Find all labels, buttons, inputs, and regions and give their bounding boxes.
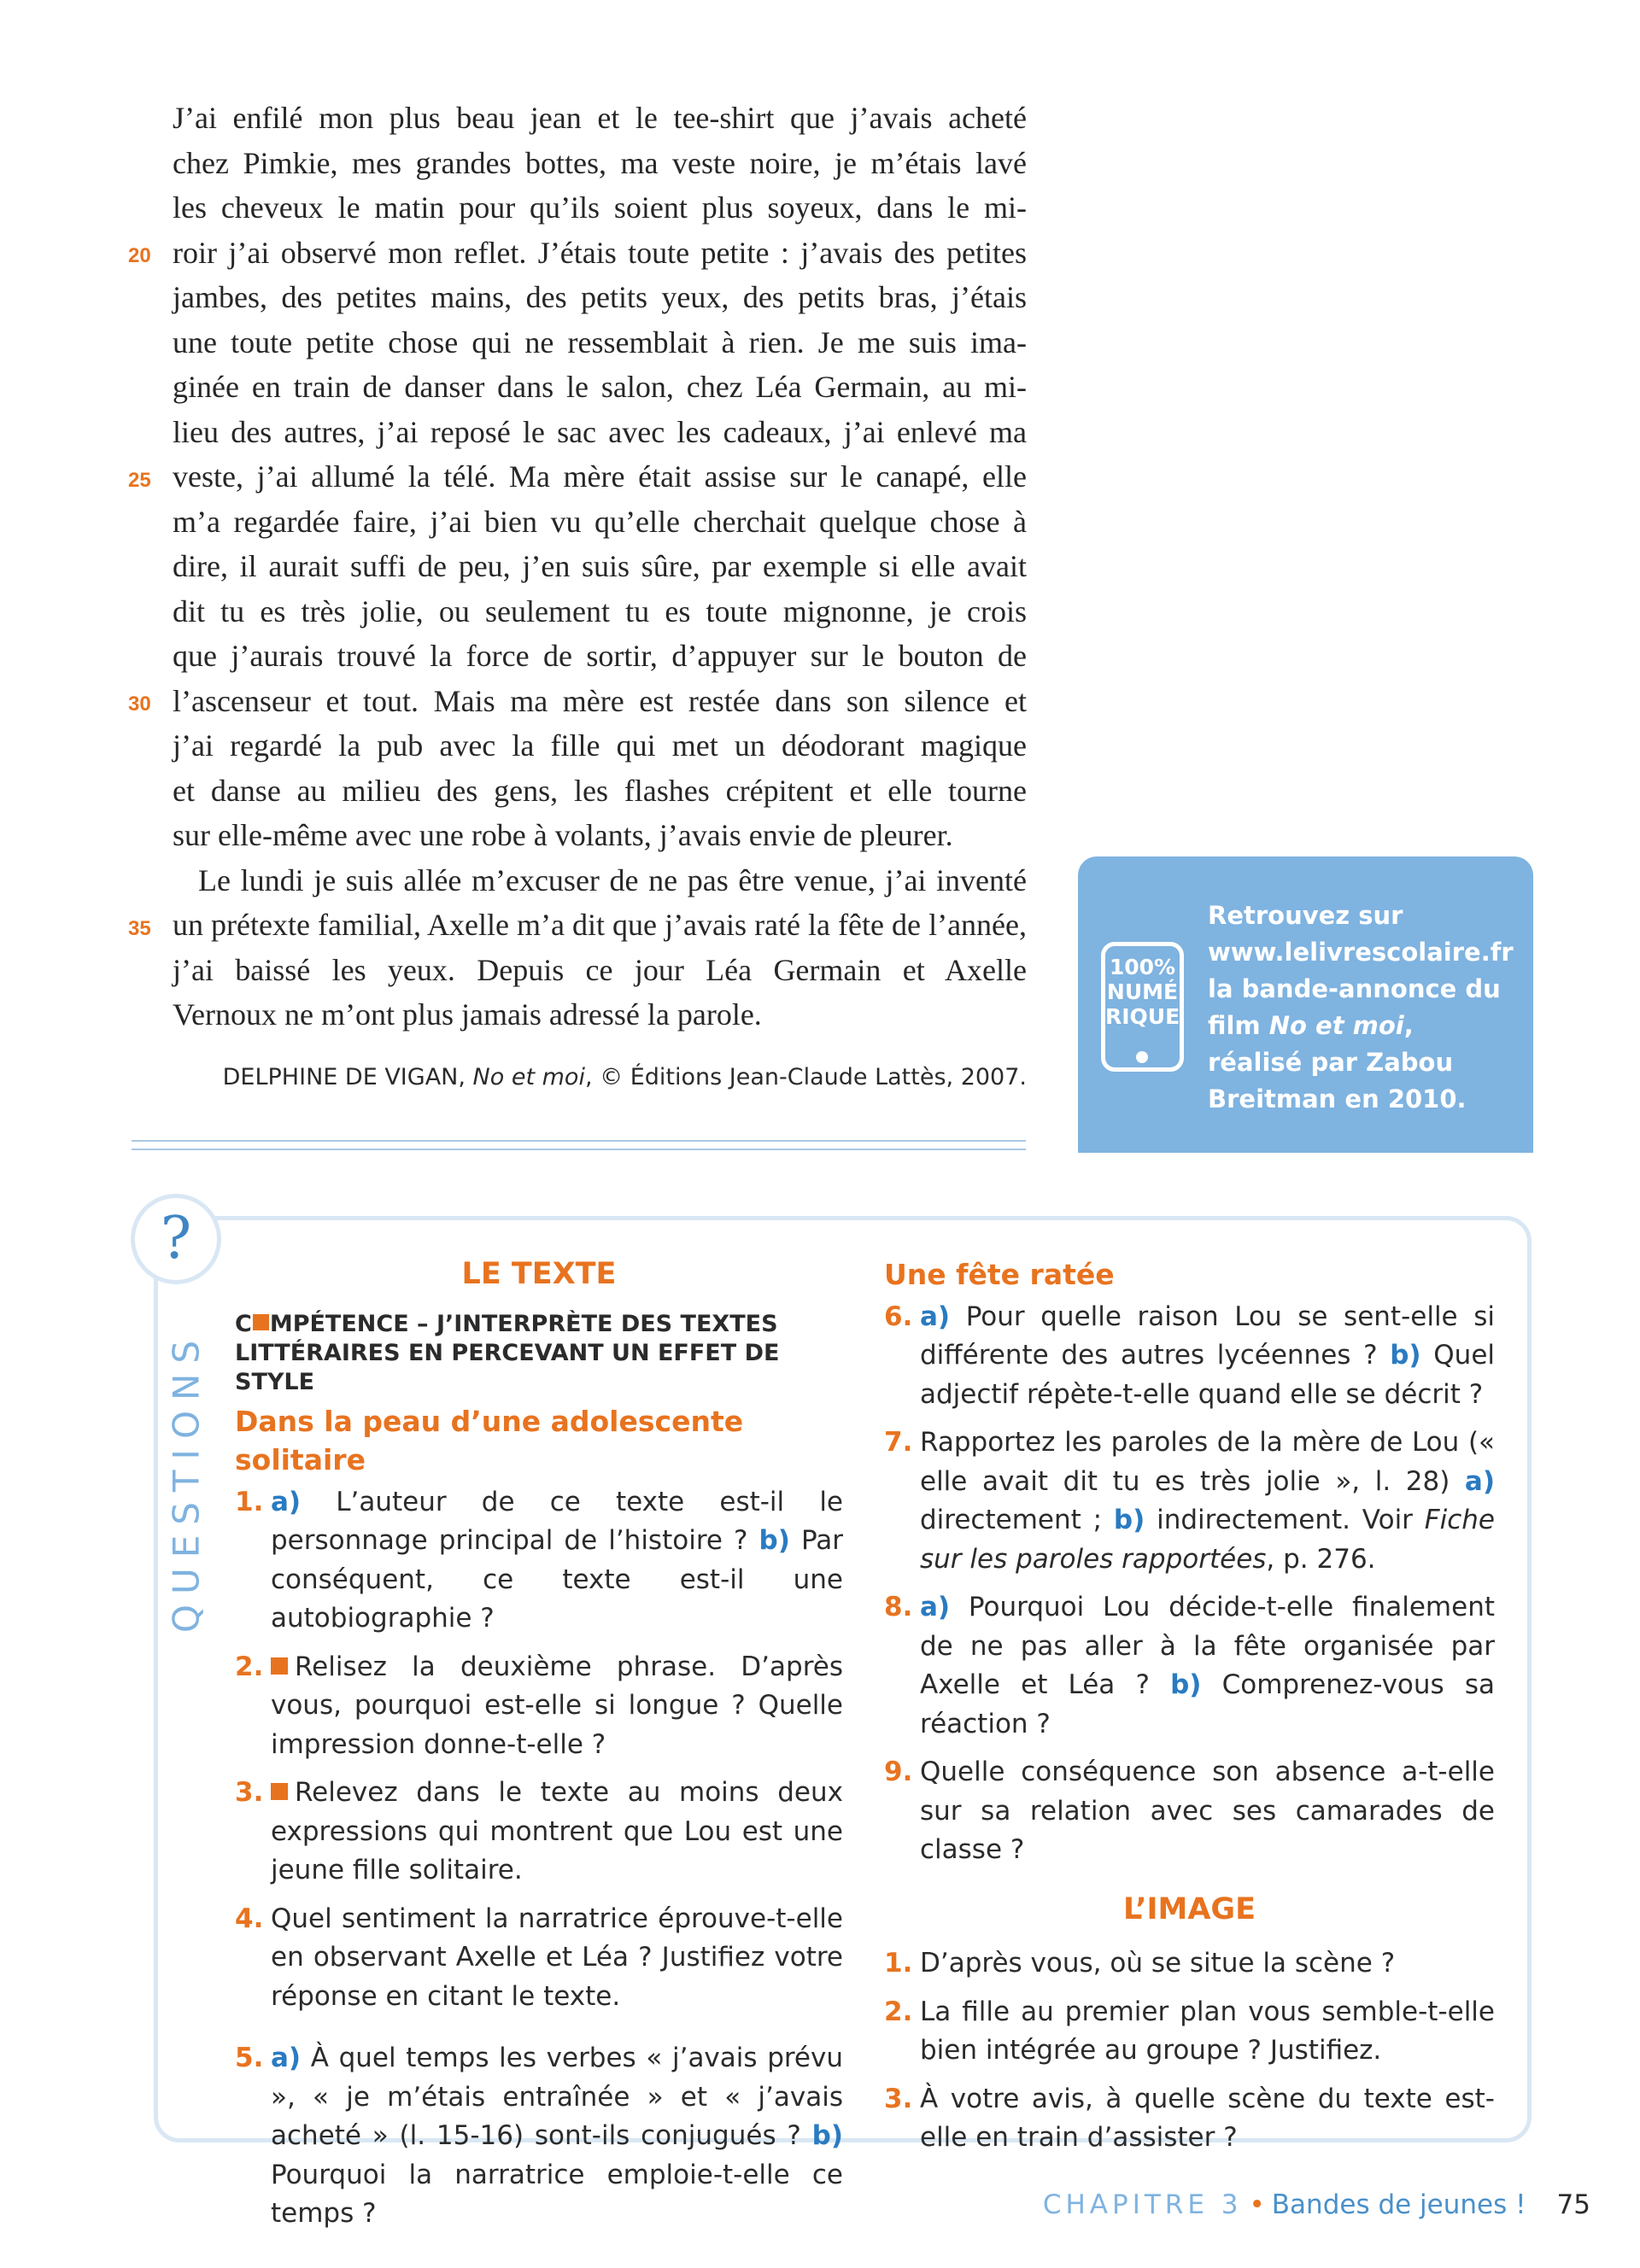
question-mark-icon: ? bbox=[131, 1194, 221, 1284]
divider bbox=[132, 1149, 1026, 1150]
home-button-icon bbox=[1136, 1051, 1148, 1063]
text-line: sur elle-même avec une robe à volants, j’avais envie de pleurer. bbox=[173, 818, 953, 852]
subheading: Dans la peau d’une adolescente solitaire bbox=[235, 1404, 744, 1476]
film-title: No et moi bbox=[1268, 1011, 1404, 1040]
text-line: dire, il aurait suffi de peu, j’en suis sûre, par exemple si elle avait bbox=[173, 549, 1027, 583]
smartphone-icon bbox=[1101, 942, 1184, 1072]
questions-column-left bbox=[235, 1255, 843, 2243]
text-line: chez Pimkie, mes grandes bottes, ma veste noire, je m’étais lavé bbox=[173, 145, 1027, 180]
text-line: dit tu es très jolie, ou seulement tu es toute mignonne, je crois bbox=[173, 593, 1027, 628]
promo-line: film No et moi, bbox=[1208, 1011, 1414, 1040]
text-line: m’a regardée faire, j’ai bien vu qu’elle cherchait quelque chose à bbox=[173, 504, 1027, 539]
line-number: 30 bbox=[128, 693, 151, 716]
text-line: jambes, des petites mains, des petits yeux, des petits bras, j’étais bbox=[173, 280, 1027, 314]
badge-line: RIQUE bbox=[1105, 1004, 1180, 1029]
page-footer bbox=[1043, 2189, 1590, 2220]
promo-line: la bande-annonce du bbox=[1208, 974, 1501, 1003]
question-item: 8. a) Pourquoi Lou décide-t-elle finalement de ne pas aller à la fête organisée par Axelle et Léa ? b) Comprenez-vous sa réaction ? bbox=[884, 1592, 1495, 1739]
credit-author: DELPHINE DE VIGAN bbox=[222, 1064, 459, 1090]
text-line: Vernoux ne m’ont plus jamais adressé la parole. bbox=[173, 997, 762, 1032]
text-line: roir j’ai observé mon reflet. J’étais toute petite : j’avais des petites bbox=[173, 235, 1027, 270]
question-item: 3. Relevez dans le texte au moins deux expressions qui montrent que Lou est une jeune fille solitaire. bbox=[235, 1777, 843, 1885]
text-line: veste, j’ai allumé la télé. Ma mère était assise sur le canapé, elle bbox=[173, 459, 1027, 494]
question-item: 9. Quelle conséquence son absence a-t-elle sur sa relation avec ses camarades de classe ? bbox=[884, 1757, 1495, 1865]
line-number: 35 bbox=[128, 917, 151, 940]
promo-line: Breitman en 2010. bbox=[1208, 1084, 1467, 1114]
question-item: 7. Rapportez les paroles de la mère de Lou (« elle avait dit tu es très jolie », l. 28) a) directement ; b) indirectement. Voir Fiche sur les paroles rapportées, p. 276. bbox=[884, 1427, 1495, 1575]
competence-heading: C MPÉTENCE – J’INTERPRÈTE DES TEXTES LITTÉRAIRES EN PERCEVANT UN EFFET DE STYLE bbox=[235, 1310, 780, 1395]
question-item: 2. Relisez la deuxième phrase. D’après vous, pourquoi est-elle si longue ? Quelle impression donne-t-elle ? bbox=[235, 1651, 843, 1760]
text-line: une toute petite chose qui ne ressemblait à rien. Je me suis ima- bbox=[173, 324, 1027, 359]
excerpt-text bbox=[173, 96, 1027, 1038]
question-item: 3. À votre avis, à quelle scène du texte est-elle en train d’assister ? bbox=[884, 2083, 1495, 2153]
section-title-texte: LE TEXTE bbox=[461, 1257, 617, 1291]
digital-promo-box[interactable] bbox=[1078, 856, 1533, 1153]
divider bbox=[132, 1140, 1026, 1142]
questions-side-label: QUESTIONS bbox=[165, 1330, 208, 1634]
section-title-image: L’IMAGE bbox=[1122, 1891, 1256, 1926]
text-line: Le lundi je suis allée m’excuser de ne pas être venue, j’ai inventé bbox=[198, 862, 1027, 897]
text-line: j’ai regardé la pub avec la fille qui met un déodorant magique bbox=[173, 728, 1027, 763]
line-number: 20 bbox=[128, 244, 151, 267]
promo-link[interactable]: www.lelivrescolaire.fr bbox=[1208, 938, 1514, 967]
credit-publisher: © Éditions Jean-Claude Lattès, 2007. bbox=[600, 1064, 1027, 1090]
bullet-icon: • bbox=[1249, 2189, 1265, 2220]
subheading: Une fête ratée bbox=[884, 1258, 1115, 1291]
text-line: et danse au milieu des gens, les flashes crépitent et elle tourne bbox=[173, 773, 1027, 808]
text-line: J’ai enfilé mon plus beau jean et le tee-shirt que j’avais acheté bbox=[173, 101, 1027, 135]
orange-square-icon bbox=[271, 1783, 288, 1800]
question-item: 5. a) À quel temps les verbes « j’avais prévu », « je m’étais entraînée » et « j’avais acheté » (l. 15-16) sont-ils conjugués ? b) Pourquoi la narratrice emploie-t-elle ce temps ? bbox=[235, 2043, 843, 2229]
page-number: 75 bbox=[1556, 2189, 1590, 2220]
questions-column-right bbox=[884, 1255, 1495, 2167]
question-item: 1. D’après vous, où se situe la scène ? bbox=[884, 1948, 1396, 1979]
chapter-label: CHAPITRE 3 bbox=[1042, 2189, 1243, 2220]
orange-square-icon bbox=[253, 1314, 269, 1330]
promo-line: réalisé par Zabou bbox=[1208, 1048, 1454, 1077]
text-line: l’ascenseur et tout. Mais ma mère est restée dans son silence et bbox=[173, 683, 1027, 718]
text-line: ginée en train de danser dans le salon, chez Léa Germain, au mi- bbox=[173, 370, 1027, 404]
text-line: un prétexte familial, Axelle m’a dit que j’avais raté la fête de l’année, bbox=[173, 908, 1027, 942]
badge-line: 100% bbox=[1109, 955, 1176, 979]
line-number: 25 bbox=[128, 469, 151, 492]
text-line: lieu des autres, j’ai reposé le sac avec les cadeaux, j’ai enlevé ma bbox=[173, 414, 1027, 449]
text-line: j’ai baissé les yeux. Depuis ce jour Léa Germain et Axelle bbox=[173, 952, 1027, 987]
question-item: 6. a) Pour quelle raison Lou se sent-elle si différente des autres lycéennes ? b) Quel adjectif répète-t-elle quand elle se décrit ? bbox=[884, 1301, 1496, 1410]
credit-title: No et moi bbox=[472, 1064, 585, 1090]
question-item: 1. a) L’auteur de ce texte est-il le personnage principal de l’histoire ? b) Par conséquent, ce texte est-il une autobiographie ? bbox=[235, 1486, 843, 1634]
text-line: que j’aurais trouvé la force de sortir, d’appuyer sur le bouton de bbox=[173, 639, 1027, 673]
question-item: 4. Quel sentiment la narratrice éprouve-t-elle en observant Axelle et Léa ? Justifiez votre réponse en citant le texte. bbox=[235, 1903, 843, 2012]
promo-text bbox=[1208, 897, 1524, 1118]
badge-line: NUMÉ bbox=[1106, 979, 1179, 1004]
question-item: 2. La fille au premier plan vous semble-t-elle bien intégrée au groupe ? Justifiez. bbox=[884, 1996, 1495, 2066]
chapter-title: Bandes de jeunes ! bbox=[1271, 2189, 1526, 2220]
text-line: les cheveux le matin pour qu’ils soient plus soyeux, dans le mi- bbox=[173, 190, 1027, 225]
promo-line: Retrouvez sur bbox=[1208, 901, 1403, 930]
orange-square-icon bbox=[271, 1657, 288, 1675]
source-credit: DELPHINE DE VIGAN, No et moi, © Éditions Jean-Claude Lattès, 2007. bbox=[222, 1064, 1027, 1090]
